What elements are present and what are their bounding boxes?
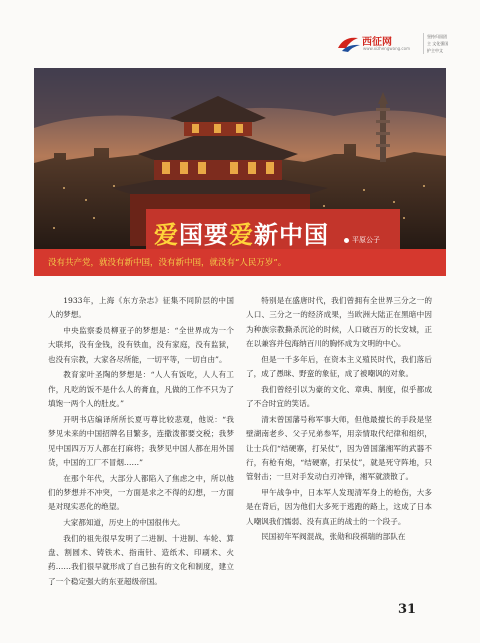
title-band [146, 209, 400, 249]
logo [336, 30, 448, 58]
logo-emblem-icon [336, 32, 362, 54]
pull-quote: 没有共产党，就没有新中国，没有新中国，就没有“人民万岁”。 [48, 258, 287, 268]
quote-band [34, 249, 446, 276]
author-bullet-icon [344, 238, 349, 243]
page-number: 31 [398, 602, 417, 617]
article-paragraph: 在那个年代，大部分人都陷入了焦虑之中，所以他们的梦想并不冲突，一方面是求之不得的幻想，一方面是对现实恶化的绝望。 [48, 473, 234, 512]
title-part-4: 新中国 [254, 221, 329, 249]
article-paragraph: 但是一千多年后，在资本主义殖民时代，我们落后了，成了愚昧、野蛮的象征，成了被嘲讽的对象。 [246, 354, 432, 379]
logo-text: 西征网 [362, 37, 392, 48]
article-paragraph: 中央监察委员柳亚子的梦想是：“全世界成为一个大联邦，没有金钱，没有铁血，没有家庭，没有监狱，也没有宗教，大家各尽所能，一切平等，一切自由”。 [48, 326, 234, 364]
article-paragraph: 甲午战争中，日本军人发现清军身上的枪伤，大多是在背后，因为他们大多死于逃跑的路上，这成了日本人嘲讽我们懦弱、没有真正的战士的一个段子。 [246, 488, 432, 526]
article-author [344, 235, 380, 245]
article-paragraph: 1933年，上海《东方杂志》征集不同阶层的中国人的梦想。 [48, 296, 234, 320]
header-slogan: 坚持归国团 主 文化强国 护主中文 [423, 33, 451, 54]
author-name: 平原公子 [352, 236, 380, 244]
article-paragraph: 特别是在盛唐时代，我们曾拥有全世界三分之一的人口、三分之一的经济成果，当欧洲大陆正在黑暗中因为种族宗教撕杀沉沦的时候，人口破百万的长安城，正在以兼容并包海纳百川的胸怀成为文明的中心。 [246, 296, 432, 349]
article-paragraph: 我们曾经引以为豪的文化、章典、制度，似乎都成了不合时宜的笑话。 [246, 384, 432, 409]
page-header [0, 0, 480, 66]
article-paragraph: 我们的祖先很早发明了二进制、十进制、车轮、算盘、割圆术、铸铁术、指南针、造纸术、印刷术、火药……我们很早就形成了自己独有的文化和制度，建立了一个稳定强大的东亚超级帝国。 [48, 533, 234, 586]
article-paragraph: 清末曾国藩号称军事大师，但他最擅长的手段是坚壁湖南老乡、父子兄弟参军，用亲情取代纪律和组织，让士兵们“结硬寨，打呆仗”，因为曾国藩湘军的武器不行，有枪有炮，“结硬寨，打呆仗”，就是死守阵地，只管射击；一旦对手发动白刃冲锋，湘军就溃散了。 [246, 414, 432, 482]
title-part-2: 国要 [179, 221, 229, 249]
article-column-right [246, 294, 432, 546]
article-paragraph: 大家都知道，历史上的中国很伟大。 [63, 518, 185, 528]
article-column-left [48, 294, 234, 590]
article-paragraph: 教育家叶圣陶的梦想是：“人人有饭吃，人人有工作，凡吃的饭不是什么人的膏血，凡做的工作不只为了填饱一两个人的肚皮。” [48, 370, 234, 409]
logo-url: www.xizhengwang.com [363, 46, 410, 51]
title-part-3: 爱 [229, 221, 254, 249]
article-paragraph: 开明书店编译所所长夏丏尊比较悲观，他说：“我梦见未来的中国招牌名目繁多，连撒泼都要交税；我梦见中国四万万人都在打麻将；我梦见中国人都在用外国货，中国的工厂不冒烟……” [48, 414, 234, 468]
article-paragraph: 民国初年军阀混战，张勋和段祺瑞的部队在 [261, 532, 406, 542]
title-part-1: 爱 [154, 221, 179, 249]
article-title [154, 215, 329, 250]
